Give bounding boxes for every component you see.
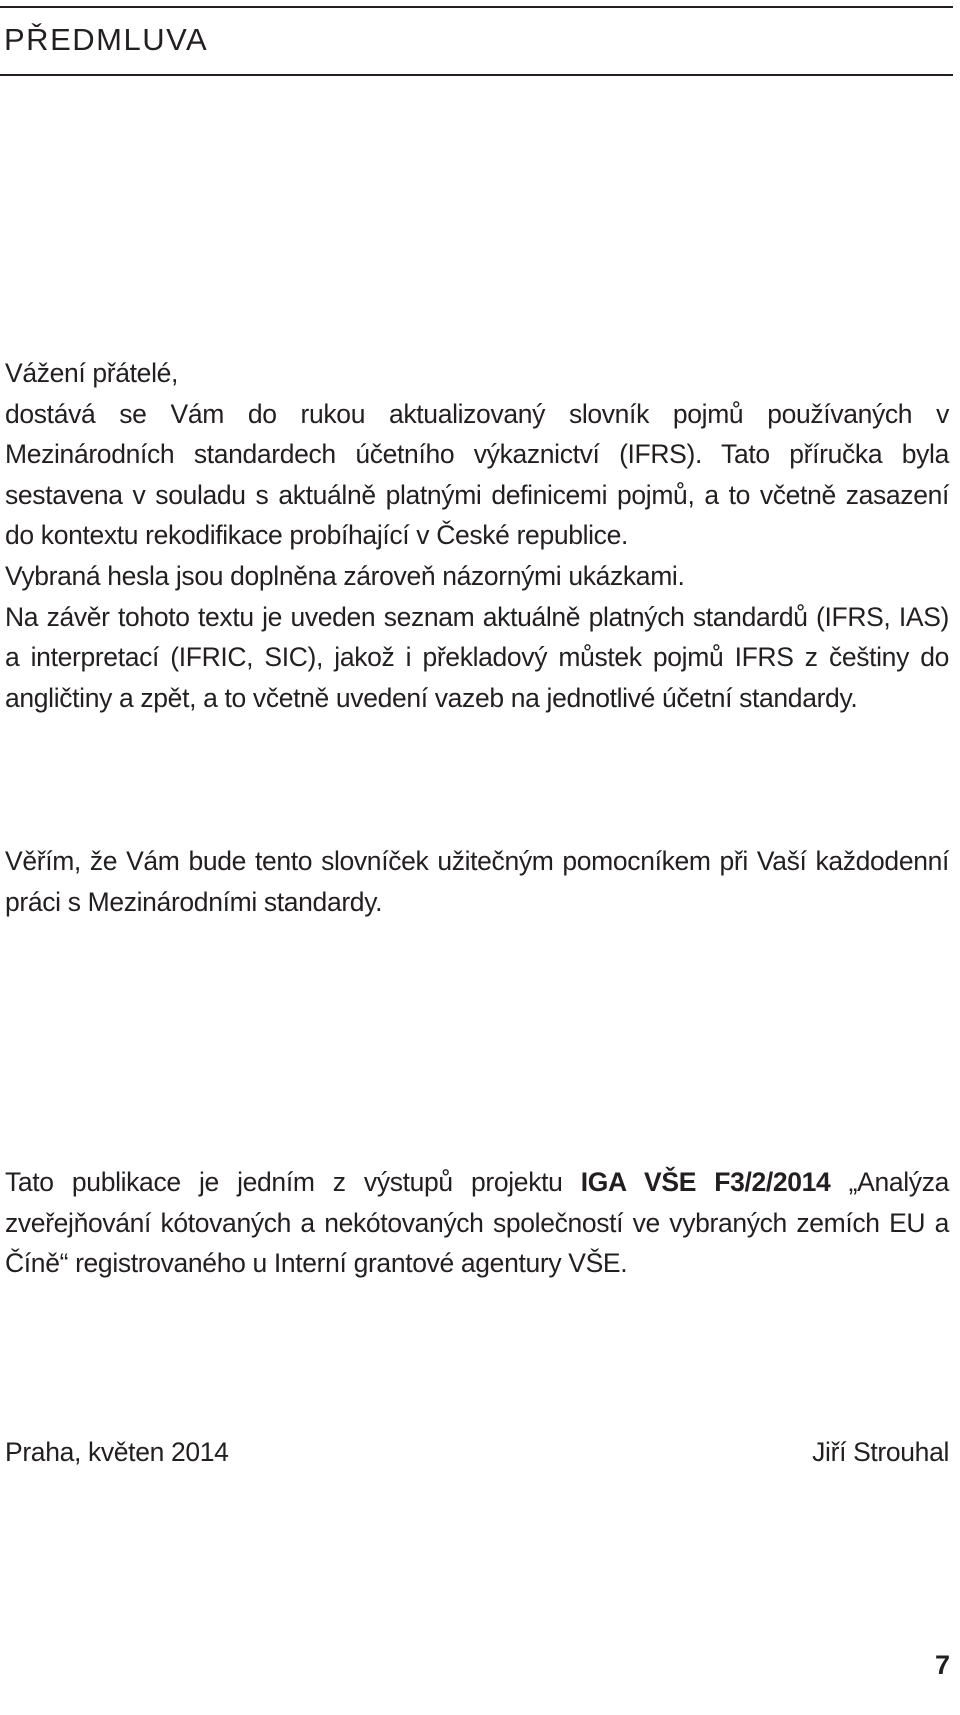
publication-paragraph [5, 1162, 949, 1284]
publication-suffix: „Analýza zveřejňování kótovaných a nekótovaných společností ve vybraných zemích EU a Číně“ registrovaného u Interní grantové agentury VŠE. [5, 1167, 949, 1279]
paragraph-intro: dostává se Vám do rukou aktualizovaný slovník pojmů používaných v Mezinárodních standardech účetního výkaznictví (IFRS). Tato příručka byla sestavena v souladu s aktuálně platnými definicemi pojmů, a to včetně zasazení do kontextu rekodifikace probíhající v České republice. [5, 398, 949, 551]
page-heading: PŘEDMLUVA [4, 22, 209, 57]
top-rule [0, 6, 953, 8]
intro-section [5, 353, 949, 718]
paragraph-belief: Věřím, že Vám bude tento slovníček užitečným pomocníkem při Vaší každodenní práci s Mezinárodními standardy. [5, 846, 949, 917]
publication-prefix: Tato publikace je jedním z výstupů projektu [5, 1167, 581, 1197]
place-date: Praha, květen 2014 [5, 1437, 229, 1467]
paragraph-examples: Vybraná hesla jsou doplněna zároveň názornými ukázkami. [5, 560, 685, 591]
paragraph-list: Na závěr tohoto textu je uveden seznam aktuálně platných standardů (IFRS, IAS) a interpretací (IFRIC, SIC), jakož i překladový můstek pojmů IFRS z češtiny do angličtiny a zpět, a to včetně uvedení vazeb na jednotlivé účetní standardy. [5, 601, 949, 713]
heading-underline [0, 74, 953, 76]
signature-line [5, 1432, 949, 1472]
publication-note [5, 1162, 949, 1284]
salutation: Vážení přátelé, [5, 358, 179, 388]
page-number: 7 [934, 1650, 950, 1680]
belief-section [5, 841, 949, 922]
project-code: IGA VŠE F3/2/2014 [580, 1167, 831, 1197]
author-name: Jiří Strouhal [812, 1437, 949, 1467]
